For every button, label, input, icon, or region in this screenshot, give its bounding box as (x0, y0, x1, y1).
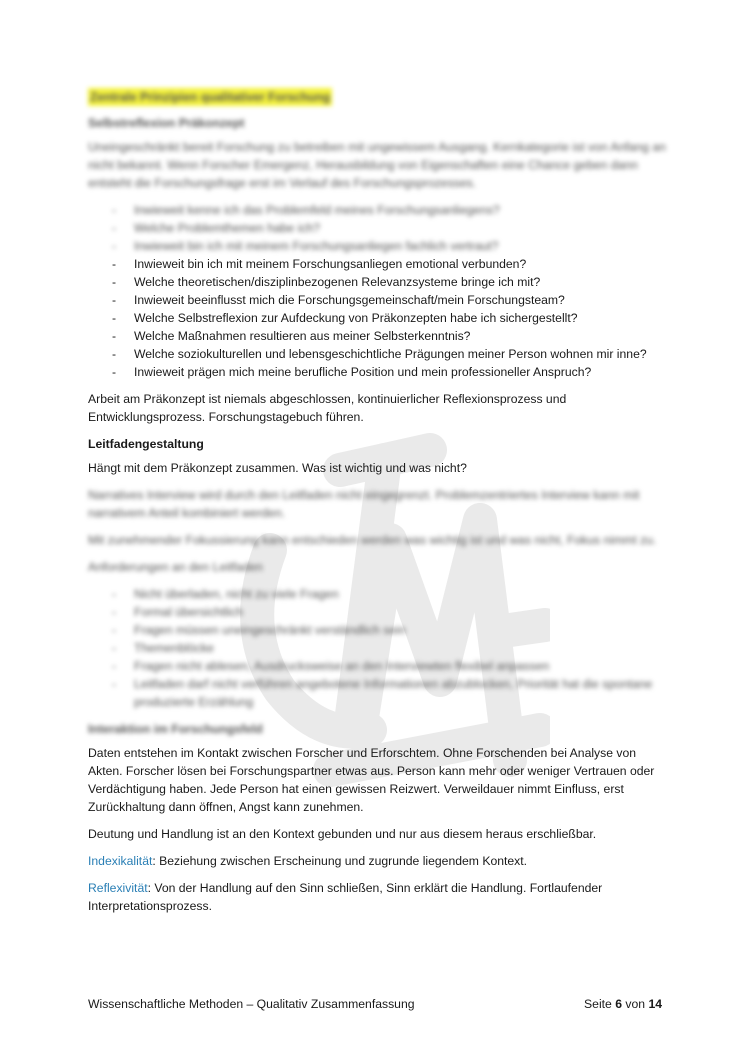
list-item: - Welche theoretischen/disziplinbezogenen Relevanzsysteme bringe ich mit? (88, 273, 668, 291)
page-number (584, 997, 662, 1011)
list-item: - Welche soziokulturellen und lebensgeschichtliche Prägungen meiner Person wohnen mir inne? (88, 345, 668, 363)
section-title: Zentrale Prinzipien qualitativer Forschung (90, 90, 331, 104)
document-body (88, 84, 668, 924)
requirements-title: Anforderungen an den Leitfaden (88, 560, 263, 574)
requirements-list (88, 585, 668, 711)
list-item: - Welche Problemthemen habe ich? (88, 219, 668, 237)
page-prefix: Seite (584, 997, 616, 1011)
closing-paragraph: Arbeit am Präkonzept ist niemals abgeschlossen, kontinuierlicher Reflexionsprozess und Entwicklungsprozess. Forschungstagebuch führen. (88, 392, 567, 424)
intro-paragraph: Uneingeschränkt bereit Forschung zu betreiben mit ungewissem Ausgang. Kernkategorie ist von Anfang an nicht bekannt. Wenn Forscher Emergenz, Herausbildung von Eigenschaften eine Chance geben dann entsteht die Forschungsfrage erst im Verlauf des Forschungsprozesses. (88, 140, 666, 190)
list-item: - Themenblöcke (88, 639, 668, 657)
term-indexicality: Indexikalität (88, 854, 153, 868)
list-item: - Welche Selbstreflexion zur Aufdeckung von Präkonzepten habe ich sichergestellt? (88, 309, 668, 327)
list-item: - Leitfaden darf nicht verführen angebotene Informationen abzublocken, Priorität hat die spontane produzierte Erzählung (88, 675, 668, 711)
list-item: - Inwieweit kenne ich das Problemfeld meines Forschungsanliegens? (88, 201, 668, 219)
indexicality-paragraph (88, 852, 668, 870)
interaction-paragraph: Daten entstehen im Kontakt zwischen Forscher und Erforschtem. Ohne Forschenden bei Analyse von Akten. Forscher lösen bei Forschungspartner etwas aus. Person kann mehr oder weniger Vertrauen oder Verdächtigung haben. Jede Person hat einen gewissen Reizwert. Verweildauer nimmt Einfluss, erst Zurückhaltung dann öffnen, Angst kann zunehmen. (88, 746, 655, 814)
context-paragraph: Deutung und Handlung ist an den Kontext gebunden und nur aus diesem heraus erschließbar. (88, 827, 597, 841)
list-item: - Inwieweit prägen mich meine berufliche Position und mein professioneller Anspruch? (88, 363, 668, 381)
list-item: - Welche Maßnahmen resultieren aus meiner Selbsterkenntnis? (88, 327, 668, 345)
list-item: - Inwieweit bin ich mit meinem Forschungsanliegen fachlich vertraut? (88, 237, 668, 255)
focus-paragraph: Mit zunehmender Fokussierung kann entschieden werden was wichtig ist und was nicht, Fokus nimmt zu. (88, 533, 657, 547)
definition-indexicality: : Beziehung zwischen Erscheinung und zugrunde liegendem Kontext. (152, 854, 528, 868)
list-item: - Formal übersichtlich (88, 603, 668, 621)
term-reflexivity: Reflexivität (88, 881, 148, 895)
list-item: - Inwieweit beeinflusst mich die Forschungsgemeinschaft/mein Forschungsteam? (88, 291, 668, 309)
page-current: 6 (615, 997, 622, 1011)
blurred-question-list (88, 201, 668, 255)
leitfaden-paragraph: Hängt mit dem Präkonzept zusammen. Was ist wichtig und was nicht? (88, 461, 467, 475)
footer-title: Wissenschaftliche Methoden – Qualitativ Zusammenfassung (88, 997, 415, 1011)
narrative-paragraph: Narratives Interview wird durch den Leitfaden nicht eingegrenzt. Problemzentriertes Interview kann mit narrativem Anteil kombiniert werden. (88, 488, 640, 520)
page-footer (88, 997, 662, 1011)
list-item: - Fragen nicht ablesen, Ausdrucksweise an den Interviewten flexibel anpassen (88, 657, 668, 675)
definition-reflexivity: : Von der Handlung auf den Sinn schließen, Sinn erklärt die Handlung. Fortlaufender Interpretationsprozess. (88, 881, 603, 913)
interaction-heading: Interaktion im Forschungsfeld (88, 722, 263, 736)
list-item: - Inwieweit bin ich mit meinem Forschungsanliegen emotional verbunden? (88, 255, 668, 273)
reflexivity-paragraph (88, 879, 668, 915)
list-item: - Fragen müssen uneingeschränkt verständlich sein (88, 621, 668, 639)
blurred-leitfaden-block (88, 486, 668, 738)
section-subtitle: Selbstreflexion Präkonzept (88, 116, 245, 130)
page-mid: von (622, 997, 649, 1011)
leitfaden-heading: Leitfadengestaltung (88, 437, 204, 451)
list-item: - Nicht überladen, nicht zu viele Fragen (88, 585, 668, 603)
section-1-heading-block (88, 84, 668, 255)
page-total: 14 (648, 997, 662, 1011)
question-list (88, 255, 668, 381)
